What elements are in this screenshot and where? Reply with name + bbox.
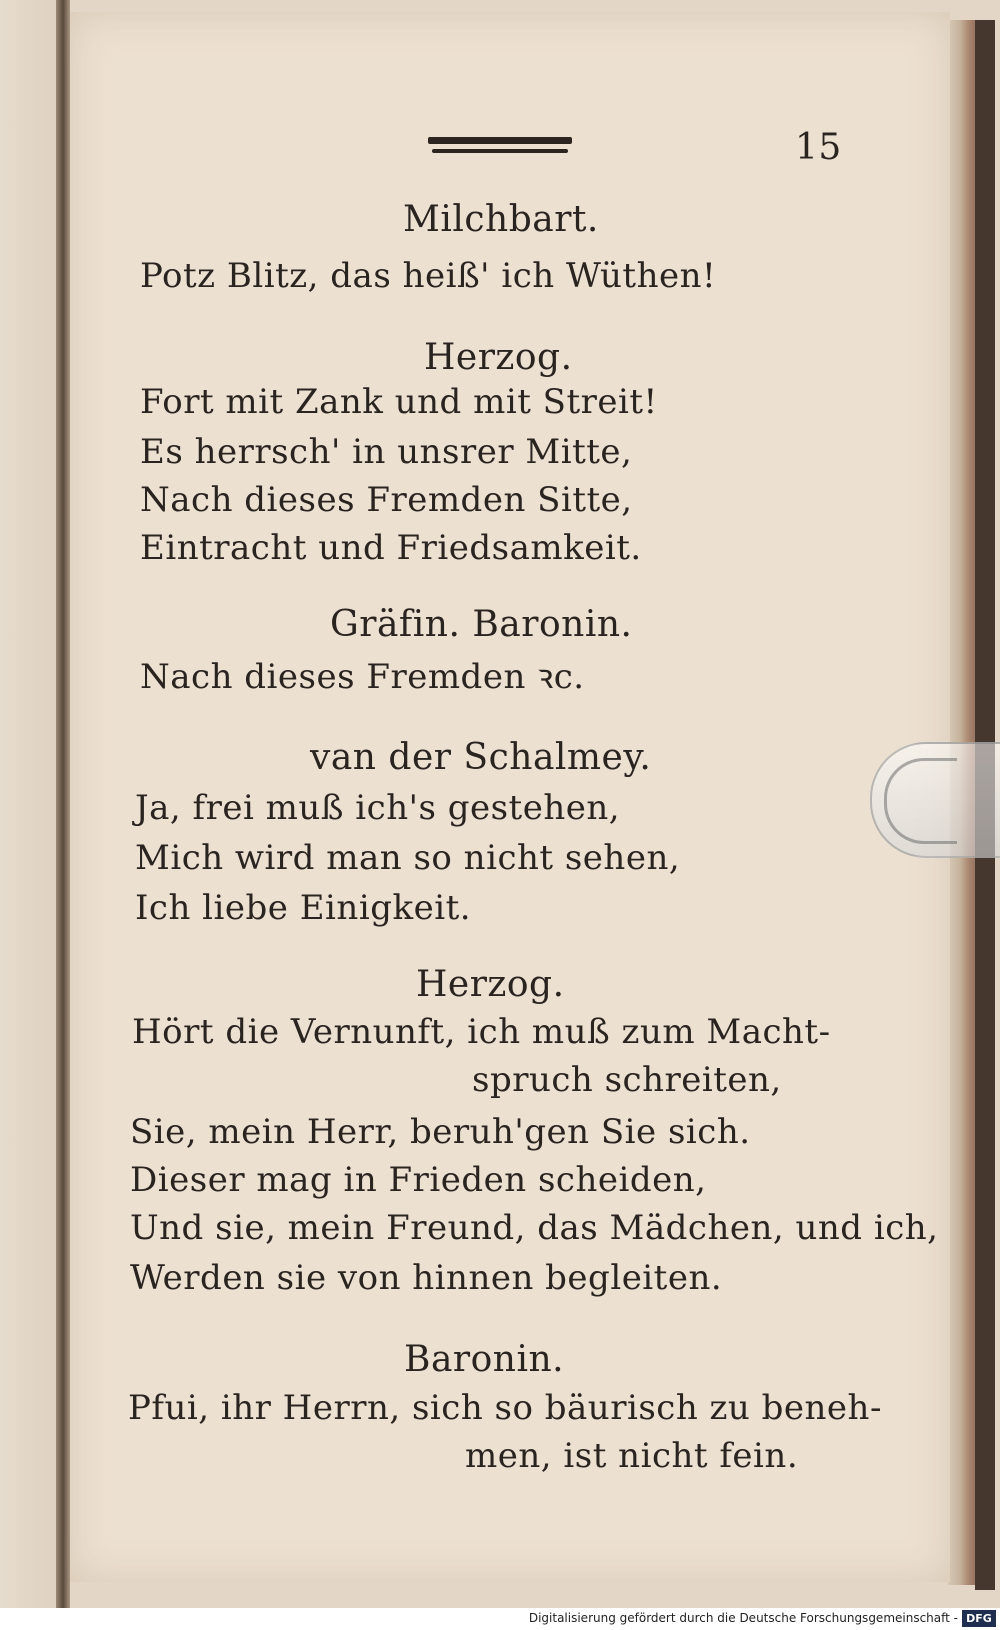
footer-bar — [0, 1608, 1000, 1630]
verse-line: Pfui, ihr Herrn, sich so bäurisch zu beneh- — [128, 1388, 882, 1428]
page-clip — [870, 742, 1000, 858]
speaker-name: Gräfin. Baronin. — [330, 604, 633, 645]
speaker-name: Herzog. — [424, 337, 573, 378]
dfg-logo: DFG — [962, 1610, 996, 1627]
verse-line: Sie, mein Herr, beruh'gen Sie sich. — [130, 1112, 751, 1152]
page-number: 15 — [795, 127, 842, 168]
verse-line: Nach dieses Fremden Sitte, — [140, 480, 633, 520]
book-gutter — [56, 0, 70, 1608]
verse-line: Fort mit Zank und mit Streit! — [140, 382, 658, 422]
verse-line: Es herrsch' in unsrer Mitte, — [140, 432, 633, 472]
funding-credit: Digitalisierung gefördert durch die Deutsche Forschungsgemeinschaft - — [528, 1611, 958, 1625]
speaker-name: van der Schalmey. — [310, 737, 652, 778]
verse-line: Hört die Vernunft, ich muß zum Macht- — [132, 1012, 831, 1052]
verse-line: Werden sie von hinnen begleiten. — [130, 1258, 723, 1298]
speaker-name: Milchbart. — [403, 199, 599, 240]
verse-line: Ich liebe Einigkeit. — [135, 888, 472, 928]
decorative-rule — [428, 137, 572, 157]
verse-line: Mich wird man so nicht sehen, — [135, 838, 681, 878]
speaker-name: Baronin. — [404, 1339, 565, 1380]
previous-page-edge — [0, 0, 60, 1608]
verse-line: Dieser mag in Frieden scheiden, — [130, 1160, 707, 1200]
verse-line: men, ist nicht fein. — [465, 1436, 799, 1476]
verse-line: Ja, frei muß ich's gestehen, — [135, 788, 621, 828]
verse-line: spruch schreiten, — [472, 1060, 782, 1100]
verse-line: Nach dieses Fremden ꝛc. — [140, 657, 585, 697]
verse-line: Eintracht und Friedsamkeit. — [140, 528, 642, 568]
verse-line: Potz Blitz, das heiß' ich Wüthen! — [140, 256, 717, 296]
verse-line: Und sie, mein Freund, das Mädchen, und ich, — [130, 1208, 939, 1248]
speaker-name: Herzog. — [416, 964, 565, 1005]
